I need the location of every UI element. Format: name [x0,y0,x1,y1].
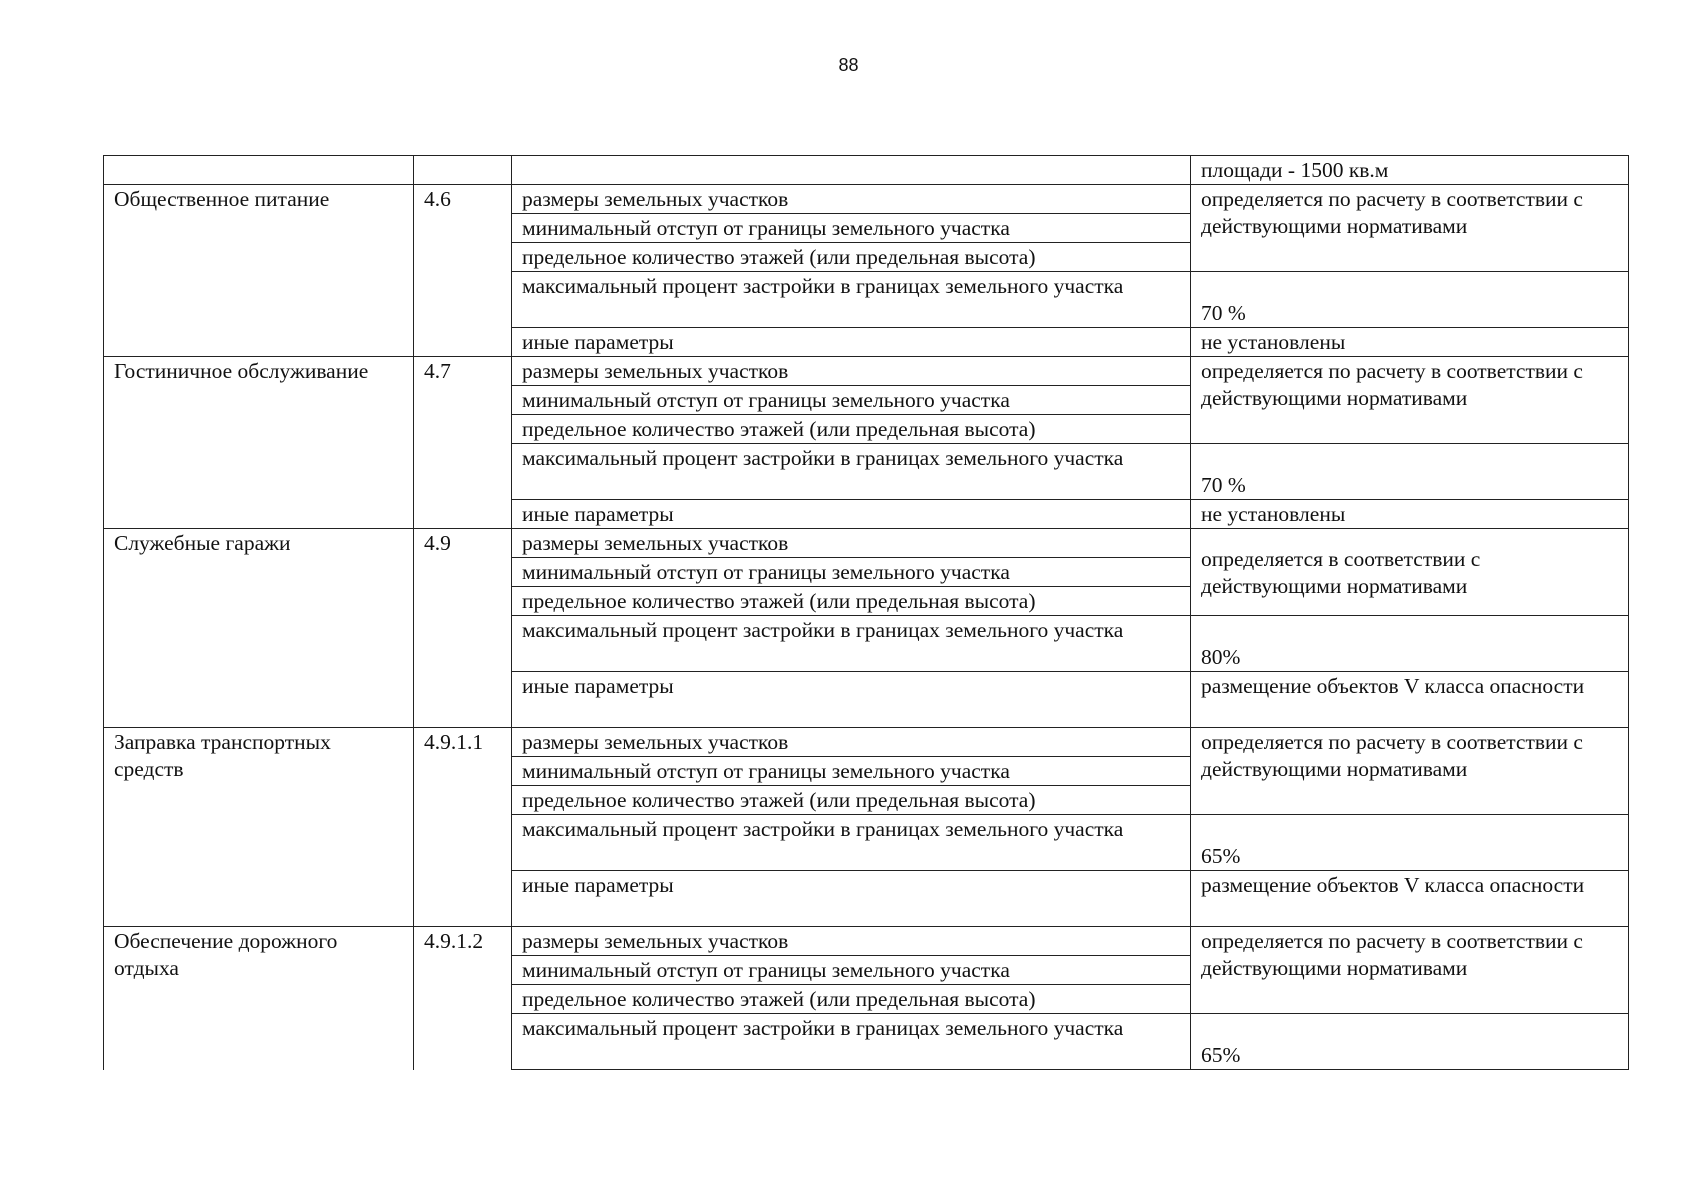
parameter-value: определяется по расчету в соответствии с действующими нормативами [1191,728,1629,815]
use-type-name: Заправка транспортных средств [104,728,414,927]
parameter-name: размеры земельных участков [512,185,1191,214]
parameter-value: 80% [1191,616,1629,672]
parameter-value: 65% [1191,815,1629,871]
parameter-name: максимальный процент застройки в границах земельного участка [512,444,1191,500]
parameter-name: предельное количество этажей (или предельная высота) [512,587,1191,616]
table-row [104,728,1629,757]
parameter-name: минимальный отступ от границы земельного участка [512,558,1191,587]
parameter-name: предельное количество этажей (или предельная высота) [512,243,1191,272]
use-type-code: 4.7 [414,357,512,529]
parameter-name: иные параметры [512,672,1191,728]
parameter-value: не установлены [1191,500,1629,529]
parameter-value: 70 % [1191,444,1629,500]
use-type-code: 4.9.1.1 [414,728,512,927]
table-row [104,156,1629,185]
table-row [104,185,1629,214]
parameters-table [103,155,1629,1070]
parameter-name: размеры земельных участков [512,927,1191,956]
table-cell [104,156,414,185]
parameter-name: иные параметры [512,871,1191,927]
parameter-value: определяется в соответствии с действующими нормативами [1191,529,1629,616]
use-type-name: Общественное питание [104,185,414,357]
use-type-code: 4.6 [414,185,512,357]
use-type-name: Служебные гаражи [104,529,414,728]
parameter-name: предельное количество этажей (или предельная высота) [512,415,1191,444]
table-cell [512,156,1191,185]
parameter-name: предельное количество этажей (или предельная высота) [512,786,1191,815]
parameter-value: определяется по расчету в соответствии с действующими нормативами [1191,185,1629,272]
parameter-name: максимальный процент застройки в границах земельного участка [512,815,1191,871]
parameter-name: размеры земельных участков [512,529,1191,558]
parameter-name: максимальный процент застройки в границах земельного участка [512,1014,1191,1070]
parameter-name: размеры земельных участков [512,728,1191,757]
parameter-name: иные параметры [512,500,1191,529]
parameter-name: максимальный процент застройки в границах земельного участка [512,616,1191,672]
table-row [104,529,1629,558]
parameter-name: максимальный процент застройки в границах земельного участка [512,272,1191,328]
page-number: 88 [838,55,859,75]
table-row [104,927,1629,956]
table-row [104,357,1629,386]
parameter-name: предельное количество этажей (или предельная высота) [512,985,1191,1014]
table-cell-value: площади - 1500 кв.м [1191,156,1629,185]
parameter-name: размеры земельных участков [512,357,1191,386]
use-type-name: Гостиничное обслуживание [104,357,414,529]
parameter-name: минимальный отступ от границы земельного участка [512,956,1191,985]
parameter-value: размещение объектов V класса опасности [1191,672,1629,728]
parameter-name: минимальный отступ от границы земельного участка [512,214,1191,243]
use-type-code: 4.9.1.2 [414,927,512,1070]
use-type-name: Обеспечение дорожного отдыха [104,927,414,1070]
parameter-value: 65% [1191,1014,1629,1070]
parameter-name: иные параметры [512,328,1191,357]
parameter-name: минимальный отступ от границы земельного участка [512,757,1191,786]
parameter-value: определяется по расчету в соответствии с действующими нормативами [1191,927,1629,1014]
table-cell [414,156,512,185]
use-type-code: 4.9 [414,529,512,728]
parameter-value: не установлены [1191,328,1629,357]
parameter-value: размещение объектов V класса опасности [1191,871,1629,927]
parameter-value: 70 % [1191,272,1629,328]
parameter-name: минимальный отступ от границы земельного участка [512,386,1191,415]
parameter-value: определяется по расчету в соответствии с действующими нормативами [1191,357,1629,444]
